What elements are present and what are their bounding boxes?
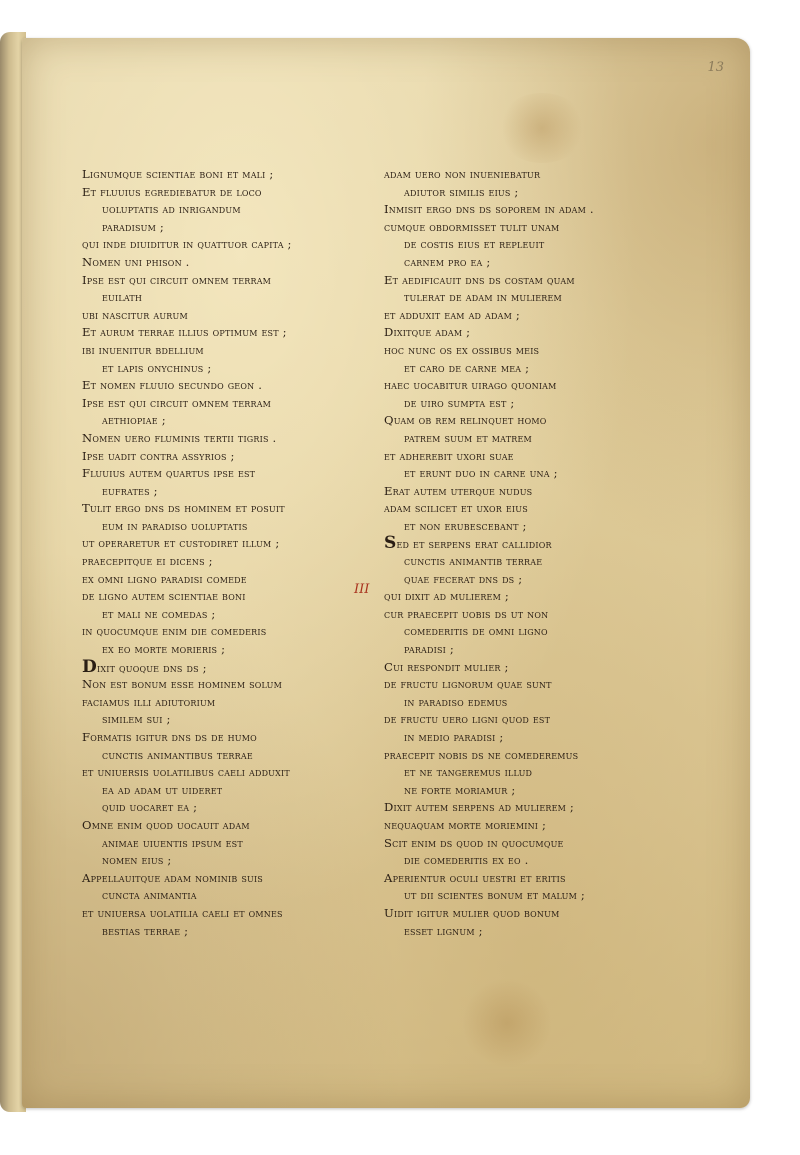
text-line: nomen eius ; (102, 853, 172, 868)
text-line: quae fecerat dns ds ; (404, 571, 523, 586)
text-line: adiutor similis eius ; (404, 184, 519, 199)
text-line: uoluptatis ad inrigandum (102, 202, 241, 217)
text-line: nequaquam morte moriemini ; (384, 817, 547, 832)
text-line: cumque obdormisset tulit unam (384, 219, 560, 234)
text-line: Ipse uadit contra assyrios ; (82, 448, 235, 463)
text-line: animae uiuentis ipsum est (102, 835, 243, 850)
text-line: Inmisit ergo dns ds soporem in adam . (384, 202, 594, 217)
text-line: Nomen uero fluminis tertii tigris . (82, 430, 277, 445)
text-line: Uidit igitur mulier quod bonum (384, 905, 560, 920)
text-line: Appellauitque adam nominib suis (82, 870, 263, 885)
text-line: faciamus illi adiutorium (82, 694, 216, 709)
initial-letter: D (82, 656, 97, 677)
text-line: carnem pro ea ; (404, 254, 491, 269)
text-line: et uniuersa uolatilia caeli et omnes (82, 905, 283, 920)
text-line: de uiro sumpta est ; (404, 395, 515, 410)
left-column (82, 166, 292, 940)
text-line: paradisum ; (102, 219, 165, 234)
text-line: Dixit quoque dns ds ; (82, 656, 207, 677)
text-line: in quocumque enim die comederis (82, 624, 267, 639)
text-line: cunctis animantibus terrae (102, 747, 253, 762)
text-line: ex eo morte morieris ; (102, 642, 226, 657)
text-line: cuncta animantia (102, 888, 197, 903)
manuscript-page (22, 38, 750, 1108)
text-line: Ipse est qui circuit omnem terram (82, 395, 272, 410)
text-line: et mali ne comedas ; (102, 606, 216, 621)
text-line: Nomen uni phison . (82, 254, 190, 269)
initial-letter: S (384, 533, 397, 554)
text-line: praecepitque ei dicens ; (82, 554, 213, 569)
text-line: ex omni ligno paradisi comede (82, 571, 247, 586)
text-line: in medio paradisi ; (404, 730, 504, 744)
text-line: adam scilicet et uxor eius (384, 501, 528, 516)
text-line: paradisi ; (404, 642, 455, 657)
text-line: eum in paradiso uoluptatis (102, 518, 248, 533)
text-line: adam uero non inueniebatur (384, 167, 541, 181)
text-line: et uniuersis uolatilibus caeli adduxit (82, 765, 290, 780)
text-line: et adduxit eam ad adam ; (384, 307, 521, 322)
text-line: cur praecepit uobis ds ut non (384, 606, 549, 621)
chapter-rubric: III (354, 582, 370, 597)
text-line: bestias terrae ; (102, 923, 189, 938)
text-line: et lapis onychinus ; (102, 360, 212, 375)
text-line: comederitis de omni ligno (404, 624, 548, 639)
text-line: ubi nascitur aurum (82, 307, 188, 322)
text-line: de costis eius et repleuit (404, 237, 545, 252)
text-line: patrem suum et matrem (404, 430, 532, 445)
text-line: et adherebit uxori suae (384, 448, 514, 463)
folio-number: 13 (707, 60, 724, 75)
stain (462, 978, 552, 1068)
text-line: tulerat de adam in mulierem (404, 290, 562, 305)
text-line: et erunt duo in carne una ; (404, 466, 558, 481)
text-line: et ne tangeremus illud (404, 765, 533, 780)
text-line: ea ad adam ut uideret (102, 782, 223, 797)
text-line: Dixitque adam ; (384, 325, 471, 340)
text-line: haec uocabitur uirago quoniam (384, 378, 557, 393)
text-line: praecepit nobis ds ne comederemus (384, 747, 579, 762)
text-line: Ipse est qui circuit omnem terram (82, 272, 272, 287)
text-line: Dixit autem serpens ad mulierem ; (384, 800, 575, 815)
text-line: Non est bonum esse hominem solum (82, 677, 282, 692)
text-line: cunctis animantib terrae (404, 554, 543, 569)
text-line: die comederitis ex eo . (404, 853, 529, 868)
text-line: Scit enim ds quod in quocumque (384, 835, 564, 850)
text-line: similem sui ; (102, 712, 171, 727)
text-line: Fluuius autem quartus ipse est (82, 466, 256, 481)
text-line: Aperientur oculi uestri et eritis (384, 870, 566, 885)
text-line: de ligno autem scientiae boni (82, 589, 246, 604)
text-line: esset lignum ; (404, 923, 483, 938)
text-line: de fructu uero ligni quod est (384, 712, 551, 727)
text-line: hoc nunc os ex ossibus meis (384, 342, 540, 357)
text-line: eufrates ; (102, 483, 158, 498)
text-line: ne forte moriamur ; (404, 782, 516, 797)
text-line: in paradiso edemus (404, 694, 508, 709)
text-line: Sed et serpens erat callidior (384, 533, 552, 554)
text-line: et caro de carne mea ; (404, 360, 530, 375)
text-line: qui dixit ad mulierem ; (384, 589, 509, 604)
text-line: Formatis igitur dns ds de humo (82, 730, 257, 744)
text-line: Omne enim quod uocauit adam (82, 817, 250, 832)
text-line: Erat autem uterque nudus (384, 483, 533, 498)
text-line: ibi inuenitur bdellium (82, 342, 204, 357)
text-line: Et aedificauit dns ds costam quam (384, 272, 575, 287)
text-line: Cui respondit mulier ; (384, 659, 509, 674)
text-line: qui inde diuiditur in quattuor capita ; (82, 237, 292, 252)
text-line: et non erubescebant ; (404, 518, 527, 533)
text-line: Lignumque scientiae boni et mali ; (82, 167, 274, 181)
right-column (384, 166, 594, 940)
text-line: Et fluuius egrediebatur de loco (82, 184, 262, 199)
text-line: Et nomen fluuio secundo geon . (82, 378, 263, 393)
text-line: euilath (102, 290, 143, 305)
text-line: Tulit ergo dns ds hominem et posuit (82, 501, 285, 516)
text-line: aethiopiae ; (102, 413, 166, 428)
text-line: Quam ob rem relinquet homo (384, 413, 547, 428)
stain (497, 93, 587, 163)
text-line: quid uocaret ea ; (102, 800, 198, 815)
text-line: de fructu lignorum quae sunt (384, 677, 552, 692)
text-line: Et aurum terrae illius optimum est ; (82, 325, 287, 340)
text-line: ut dii scientes bonum et malum ; (404, 888, 585, 903)
text-line: ut operaretur et custodiret illum ; (82, 536, 280, 551)
